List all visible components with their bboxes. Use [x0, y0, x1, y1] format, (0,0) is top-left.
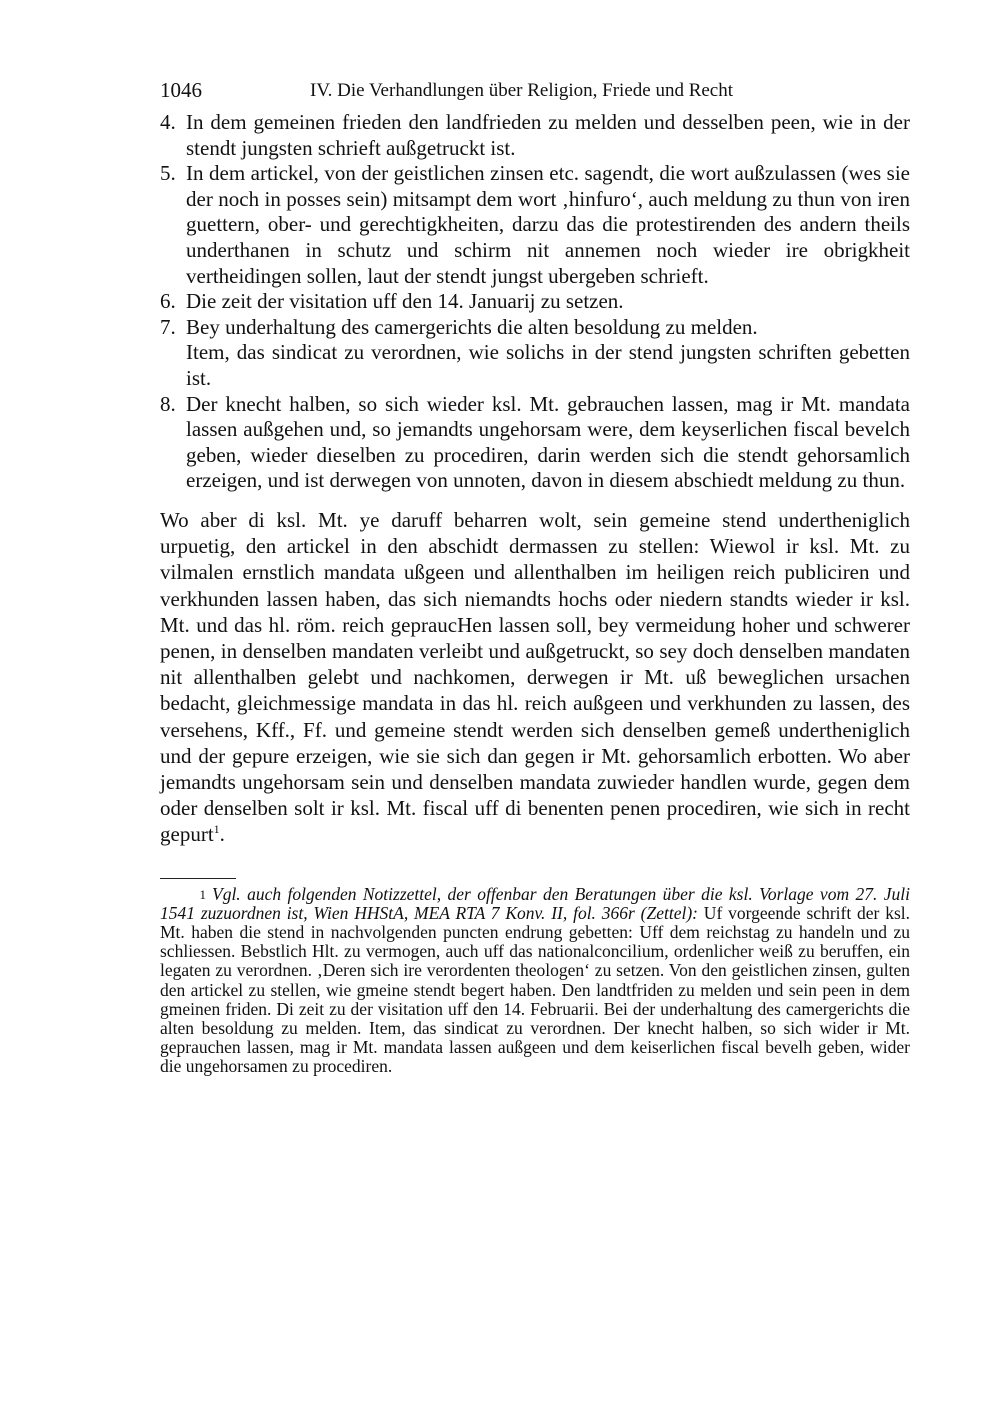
item-number: 5.: [160, 161, 176, 186]
paragraph-end: .: [219, 822, 225, 847]
item-text: Der knecht halben, so sich wieder ksl. Mt. gebrauchen lassen, mag ir Mt. mandata lassen außgehen und, so jemandts ungehorsam were, dem keyserlichen fiscal bevelch geben, wieder dieselben zu procediren, darin werden sich die stendt gehorsamlich erzeigen, und ist derwegen von unnoten, davon in diesem abschiedt meldung zu thun.: [186, 391, 910, 493]
page-number: 1046: [160, 78, 202, 102]
page: [160, 78, 910, 1094]
list-item: [160, 110, 910, 161]
list-item: [160, 289, 910, 315]
running-title: IV. Die Verhandlungen über Religion, Friede und Recht: [310, 80, 734, 101]
footnote-text: Uf vorgeende schrift der ksl. Mt. haben die stend in nachvolgenden puncten endrung gebetten: Uff dem reichstag zu handeln und zu schliessen. Bebstlich Hlt. zu vermogen, auch uff das nationalconcilium, ordenlicher weiß zu beruffen, ein legaten zu verordnen. ‚Deren sich ire verordenten theologen‘ zu setzen. Von den geistlichen zinsen, gulten den artickel zu stellen, wie gmeine stendt begert haben. Den landtfriden zu melden und sein peen in dem gmeinen friden. Di zeit zu der visitation uff den 14. Februarii. Bei der underhaltung des camergerichts die alten besoldung zu melden. Item, das sindicat zu verordnen. Der knecht halben, so sich wider ir Mt. geprauchen lassen, mag ir Mt. mandata lassen außgeen und dem keiserlichen fiscal bevelh geben, wider die ungehorsamen zu procediren.: [160, 902, 910, 1077]
item-number: 7.: [160, 314, 176, 339]
paragraph-text: Wo aber di ksl. Mt. ye daruff beharren wolt, sein gemeine stend undertheniglich urpuetig, den artickel in den abschidt dermassen zu stellen: Wiewol ir ksl. Mt. zu vilmalen ernstlich mandata ußgeen und allenthalben im heiligen reich publiciren und verkhunden lassen haben, das sich niemandts hochs oder niedern standts wieder ir ksl. Mt. und das hl. röm. reich gepraucHen lassen soll, bey vermeidung hoher und schwerer penen, in denselben mandaten verleibt und außgetruckt, so sey doch denselben mandaten nit allenthalben gelebt und nachkomen, derwegen ir Mt. uß beweglichen ursachen bedacht, gleichmessige mandata in das hl. reich außgeen und verkhunden zu lassen, des versehens, Kff., Ff. und gemeine stendt werden sich denselben gemeß undertheniglich und der gepure erzeigen, wie sie sich dan gegen ir Mt. gehorsamlich erbotten. Wo aber jemandts ungehorsam sein und denselben mandata zuwieder handlen wurde, gegen dem oder denselben solt ir ksl. Mt. fiscal uff di benenten penen procediren, wie sich in recht gepurt: [160, 507, 910, 847]
body-paragraph: [160, 507, 910, 848]
footnote-reference[interactable]: 1: [213, 822, 220, 837]
list-item: [160, 392, 910, 494]
item-text: Bey underhaltung des camergerichts die alten besoldung zu melden.: [186, 314, 758, 339]
item-text: Die zeit der visitation uff den 14. Januarij zu setzen.: [186, 289, 624, 314]
footnote: [160, 885, 910, 1077]
footnote-mark: 1: [199, 886, 206, 902]
item-number: 4.: [160, 110, 176, 134]
item-number: 6.: [160, 289, 176, 314]
numbered-list: [160, 110, 910, 494]
item-text: In dem gemeinen frieden den landfrieden zu melden und desselben peen, wie in der stendt jungsten schrieft außgetruckt ist.: [186, 110, 910, 160]
footnote-separator: [160, 878, 236, 879]
item-text-block: [186, 315, 910, 392]
list-item: [160, 315, 910, 392]
item-text-continued: Item, das sindicat zu verordnen, wie solichs in der stend jungsten schriften gebetten ist.: [186, 340, 910, 390]
item-text: In dem artickel, von der geistlichen zinsen etc. sagendt, die wort außzulassen (wes sie der noch in posses sein) mitsampt dem wort ‚hinfuro‘, auch meldung zu thun von iren guettern, ober- und gerechtigkheiten, darzu das die protestirenden des andern theils underthanen in schutz und schirm nit annemen noch wieder ire obrigkheit vertheidingen sollen, laut der stendt jungst ubergeben schrieft.: [186, 161, 910, 288]
item-number: 8.: [160, 391, 176, 416]
list-item: [160, 161, 910, 289]
running-header: [160, 78, 910, 108]
footnote-italic-text: Vgl. auch folgenden Notizzettel, der offenbar den Beratungen über die ksl. Vorlage vom 27. Juli 1541 zuzuordnen ist, Wien HHStA, MEA RTA 7 Konv. II, fol. 366r (Zettel):: [160, 883, 910, 923]
